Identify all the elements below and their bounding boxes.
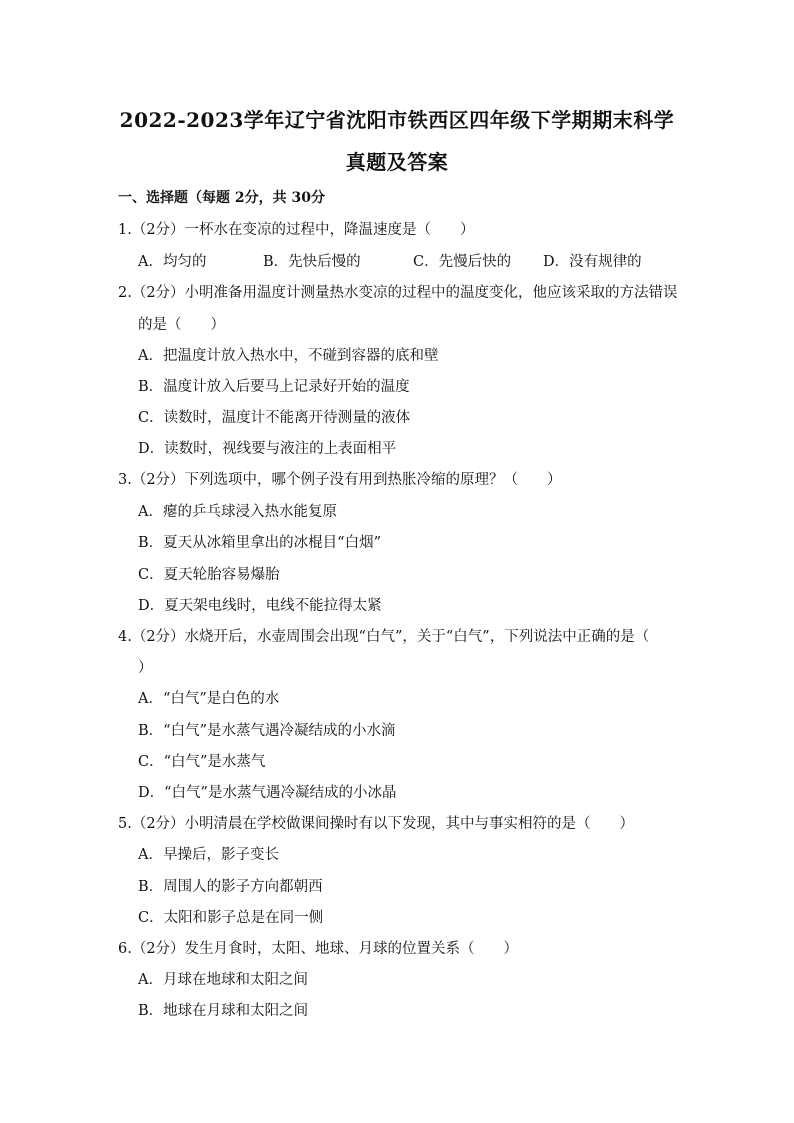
question-4-option-d: D．“白气”是水蒸气遇冷凝结成的小冰晶 [138, 785, 397, 801]
question-3-option-a: A．瘪的乒乓球浸入热水能复原 [138, 504, 337, 520]
question-3-stem: 3.（2分）下列选项中，哪个例子没有用到热胀冷缩的原理？（ ） [118, 472, 562, 488]
question-1-option-c: C．先慢后快的 [413, 254, 512, 270]
document-title: 2022-2023学年辽宁省沈阳市铁西区四年级下学期期末科学 [119, 108, 675, 132]
question-2-option-a: A．把温度计放入热水中，不碰到容器的底和壁 [138, 348, 439, 364]
question-3-option-c: C．夏天轮胎容易爆胎 [138, 567, 280, 583]
question-4-stem-continued: ） [138, 660, 153, 676]
question-2-option-d: D．读数时，视线要与液注的上表面相平 [138, 441, 397, 457]
question-4-option-b: B．“白气”是水蒸气遇冷凝结成的小水滴 [138, 723, 396, 739]
question-1-option-b: B．先快后慢的 [263, 254, 361, 270]
question-5-option-c: C．太阳和影子总是在同一侧 [138, 910, 324, 926]
question-2-option-b: B．温度计放入后要马上记录好开始的温度 [138, 379, 410, 395]
question-4-stem: 4.（2分）水烧开后，水壶周围会出现“白气”，关于“白气”，下列说法中正确的是（ [118, 629, 650, 645]
question-5-stem: 5.（2分）小明清晨在学校做课间操时有以下发现，其中与事实相符的是（ ） [118, 816, 635, 832]
question-3-option-b: B．夏天从冰箱里拿出的冰棍目“白烟” [138, 535, 381, 551]
question-2-stem-continued: 的是（ ） [138, 317, 225, 333]
question-1-option-a: A．均匀的 [138, 254, 207, 270]
question-5-option-b: B．周围人的影子方向都朝西 [138, 879, 323, 895]
section-heading: 一、选择题（每题 2分，共 30分 [118, 190, 325, 206]
question-1-stem: 1.（2分）一杯水在变凉的过程中，降温速度是（ ） [118, 222, 475, 238]
question-4-option-a: A．“白气”是白色的水 [138, 691, 280, 707]
question-5-option-a: A．早操后，影子变长 [138, 847, 279, 863]
question-6-option-b: B．地球在月球和太阳之间 [138, 1003, 309, 1019]
question-2-stem: 2.（2分）小明准备用温度计测量热水变凉的过程中的温度变化，他应该采取的方法错误 [118, 285, 678, 301]
question-1-option-d: D．没有规律的 [543, 254, 642, 270]
question-6-option-a: A．月球在地球和太阳之间 [138, 972, 308, 988]
question-3-option-d: D．夏天架电线时，电线不能拉得太紧 [138, 598, 382, 614]
document-title-continued: 真题及答案 [345, 150, 449, 174]
question-2-option-c: C．读数时，温度计不能离开待测量的液体 [138, 410, 411, 426]
question-4-option-c: C．“白气”是水蒸气 [138, 754, 266, 770]
question-6-stem: 6.（2分）发生月食时，太阳、地球、月球的位置关系（ ） [118, 941, 519, 957]
